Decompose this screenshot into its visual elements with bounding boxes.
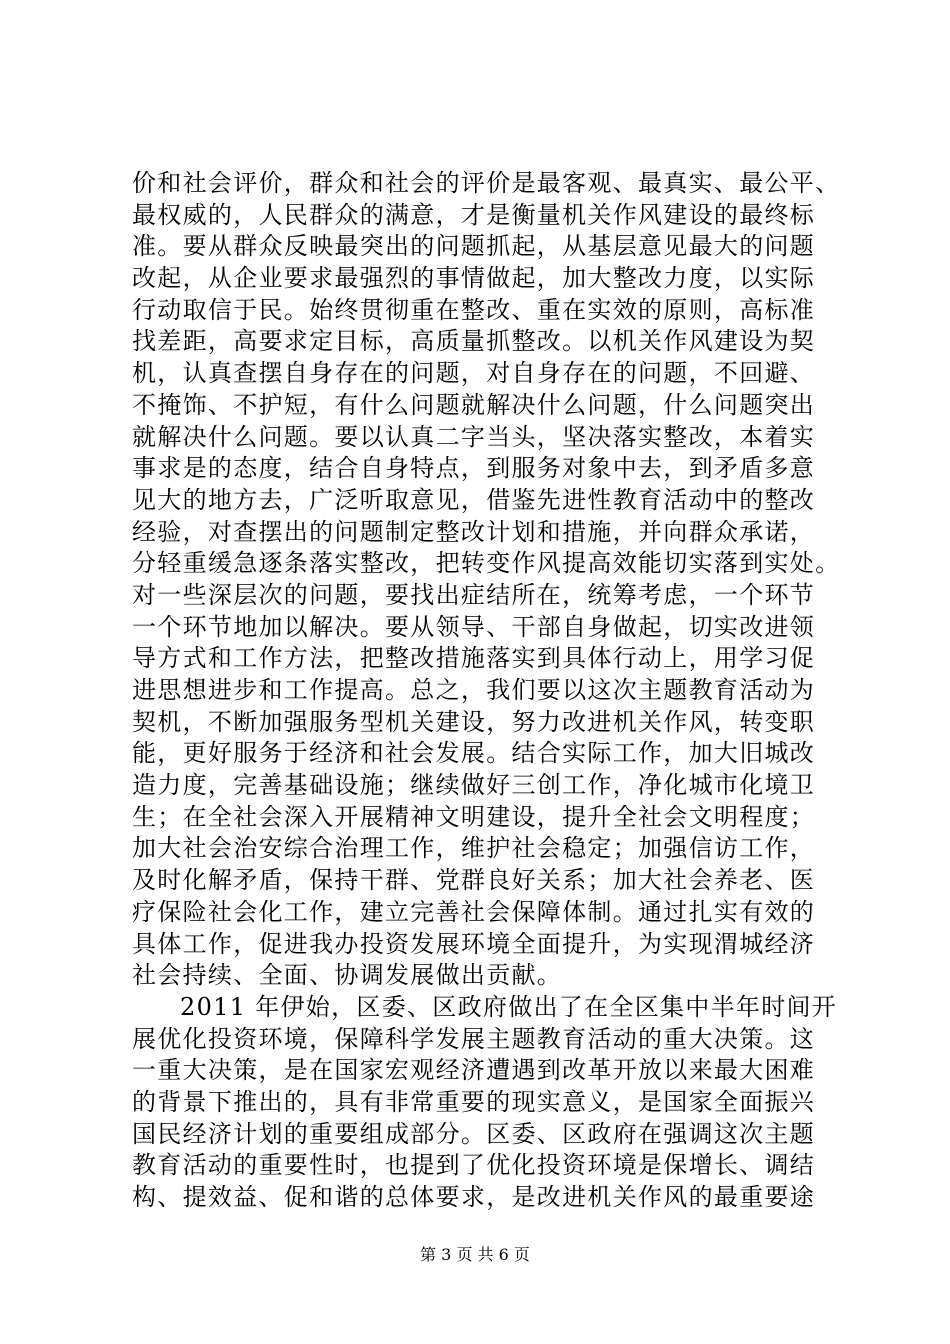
text-line: 具体工作，促进我办投资发展环境全面提升，为实现渭城经济 (132, 929, 816, 958)
text-line: 社会持续、全面、协调发展做出贡献。 (132, 961, 563, 990)
text-line: 造力度，完善基础设施；继续做好三创工作，净化城市化境卫 (132, 771, 816, 800)
text-line: 契机，不断加强服务型机关建设，努力改进机关作风，转变职 (132, 707, 816, 736)
text-line: 机，认真查摆自身存在的问题，对自身存在的问题，不回避、 (132, 359, 816, 388)
text-line: 不掩饰、不护短，有什么问题就解决什么问题，什么问题突出 (132, 390, 816, 419)
text-line: 准。要从群众反映最突出的问题抓起，从基层意见最大的问题 (132, 232, 816, 261)
text-line: 生；在全社会深入开展精神文明建设，提升全社会文明程度； (132, 802, 816, 831)
text-line: 一个环节地加以解决。要从领导、干部自身做起，切实改进领 (132, 612, 816, 641)
text-line: 能，更好服务于经济和社会发展。结合实际工作，加大旧城改 (132, 739, 816, 768)
text-line: 国民经济计划的重要组成部分。区委、区政府在强调这次主题 (132, 1119, 816, 1148)
text-line: 见大的地方去，广泛听取意见，借鉴先进性教育活动中的整改 (132, 485, 816, 514)
text-line: 展优化投资环境，保障科学发展主题教育活动的重大决策。这 (132, 1024, 816, 1053)
text-line: 改起，从企业要求最强烈的事情做起，加大整改力度，以实际 (132, 264, 816, 293)
body-text (132, 168, 841, 1214)
text-line: 最权威的，人民群众的满意，才是衡量机关作风建设的最终标 (132, 200, 816, 229)
text-line: 对一些深层次的问题，要找出症结所在，统筹考虑，一个环节 (132, 580, 816, 609)
paragraph-first-line: 2011 年伊始，区委、区政府做出了在全区集中半年时间开 (180, 992, 838, 1021)
text-line: 疗保险社会化工作，建立完善社会保障体制。通过扎实有效的 (132, 897, 816, 926)
text-line: 教育活动的重要性时，也提到了优化投资环境是保增长、调结 (132, 1151, 816, 1180)
text-line: 行动取信于民。始终贯彻重在整改、重在实效的原则，高标准 (132, 295, 816, 324)
text-line: 进思想进步和工作提高。总之，我们要以这次主题教育活动为 (132, 676, 816, 704)
text-line: 导方式和工作方法，把整改措施落实到具体行动上，用学习促 (132, 644, 816, 673)
text-line: 加大社会治安综合治理工作，维护社会稳定；加强信访工作， (132, 834, 816, 863)
text-line: 经验，对查摆出的问题制定整改计划和措施，并向群众承诺， (132, 517, 816, 546)
text-line: 价和社会评价，群众和社会的评价是最客观、最真实、最公平、 (132, 169, 841, 197)
text-line: 事求是的态度，结合自身特点，到服务对象中去，到矛盾多意 (132, 454, 816, 483)
text-line: 及时化解矛盾，保持干群、党群良好关系；加大社会养老、医 (132, 866, 816, 895)
text-line: 分轻重缓急逐条落实整改，把转变作风提高效能切实落到实处。 (132, 549, 841, 578)
text-line: 找差距，高要求定目标，高质量抓整改。以机关作风建设为契 (132, 327, 816, 356)
text-line: 的背景下推出的，具有非常重要的现实意义，是国家全面振兴 (132, 1087, 816, 1116)
text-line: 就解决什么问题。要以认真二字当头，坚决落实整改，本着实 (132, 422, 816, 451)
text-line: 一重大决策，是在国家宏观经济遭遇到改革开放以来最大困难 (132, 1056, 816, 1085)
page-number-footer: 第 3 页 共 6 页 (420, 1245, 530, 1264)
text-line: 构、提效益、促和谐的总体要求，是改进机关作风的最重要途 (132, 1183, 816, 1211)
